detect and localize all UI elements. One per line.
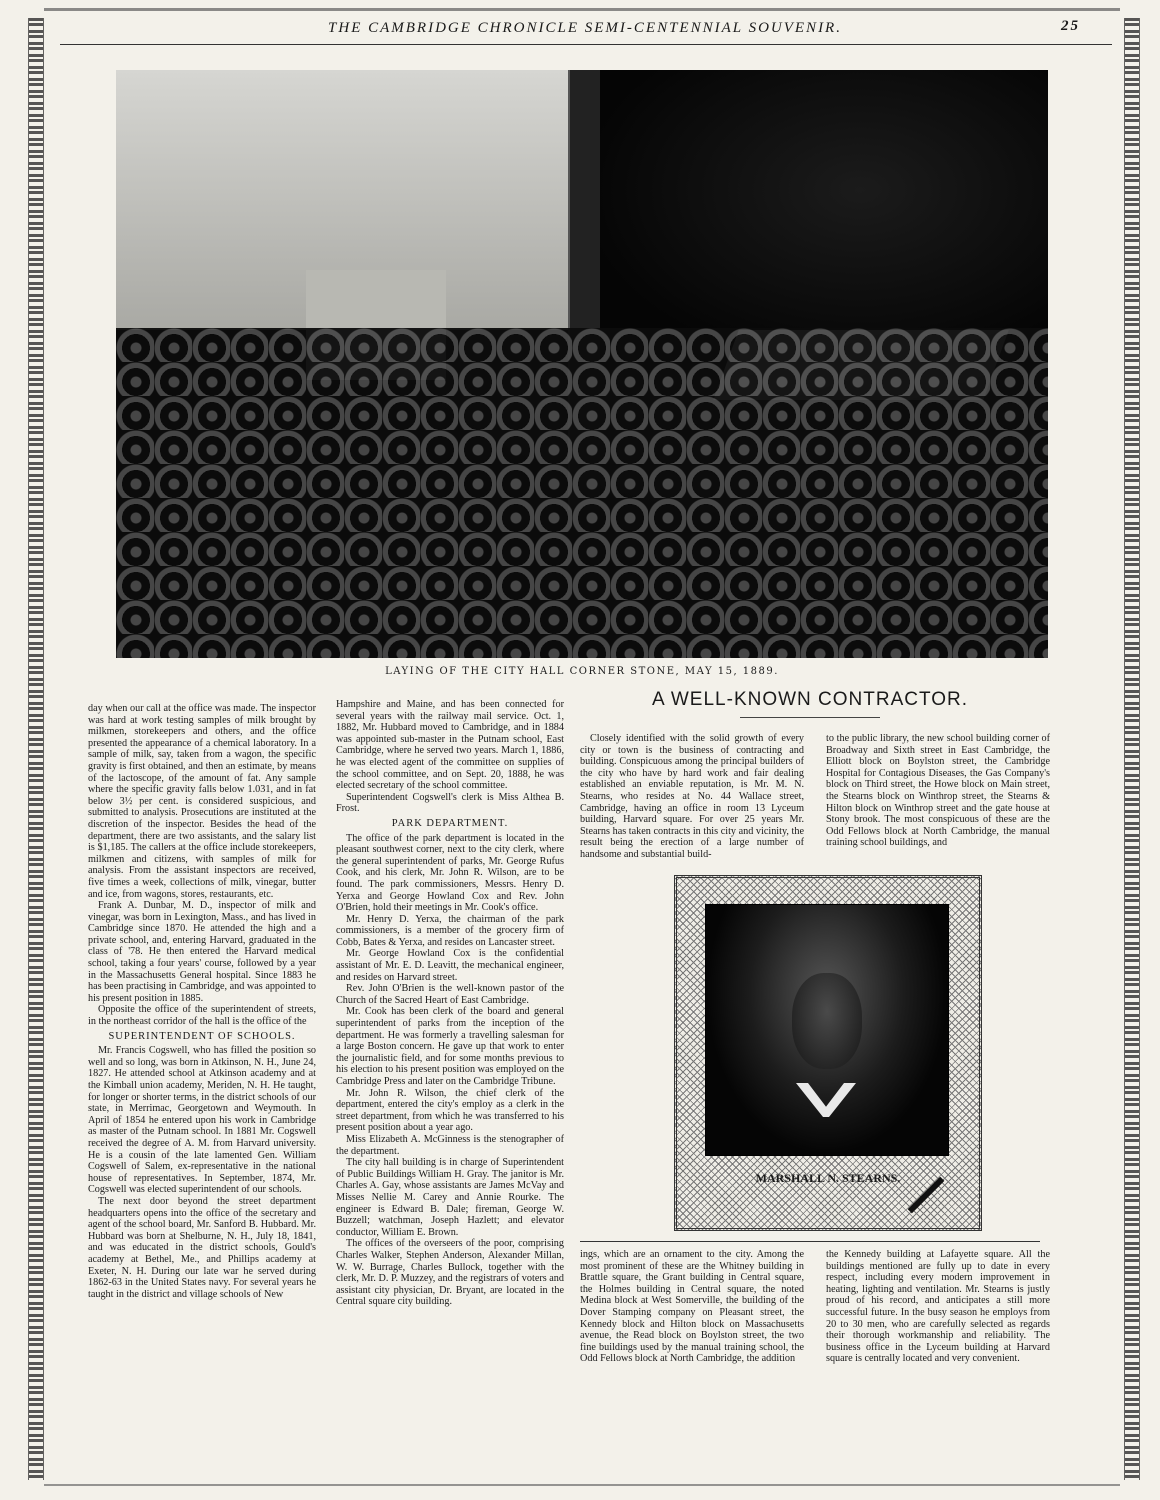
column-4-bottom bbox=[826, 1249, 1050, 1365]
col1-paragraph: Mr. Francis Cogswell, who has filled the position so well and so long, was born in Atkinson, N. H., June 24, 1827. He attended school at Atkinson academy and at the Kimball union academy, Meriden, N. H. He taught, for longer or shorter terms, in the district schools of our state, in Merrimac, Georgetown and Weymouth. In April of 1854 he entered upon his work in Cambridge as master of the Putnam school. In 1881 Mr. Cogswell received the degree of A. M. from Harvard university. He is a cousin of the late lamented Gen. William Cogswell of Salem, ex-representative in the national house of representatives. In September, 1874, Mr. Cogswell was elected superintendent of our schools. bbox=[88, 1045, 316, 1196]
col1-paragraph: Frank A. Dunbar, M. D., inspector of milk and vinegar, was born in Lexington, Mass., and has lived in Cambridge since 1870. He attended the high and a private school, and, entering Harvard, graduated in the class of '78. He then entered the Harvard medical school, taking a four years' course, followed by a year in the Massachusetts General hospital. Since 1883 he has been practising in Cambridge, and was appointed to his present position in 1885. bbox=[88, 900, 316, 1004]
article-paragraph: ings, which are an ornament to the city. Among the most prominent of these are the Whitney building in Brattle square, the Grant building in Central square, the Holmes building in Central square, the noted Medina block at West Somerville, the building of the Dover Stamping company on Pleasant street, the Kennedy block and Hilton block on Massachusetts avenue, the Read block on Boylston street, the two fine buildings used by the manual training school, the Odd Fellows block at North Cambridge, the addition bbox=[580, 1249, 804, 1365]
col2-paragraph: Hampshire and Maine, and has been connected for several years with the railway mail service. Oct. 1, 1882, Mr. Hubbard moved to Cambridge, and in 1884 was appointed sub-master in the Putnam school, East Cambridge, where he served two years. March 1, 1886, he was elected agent of the committee on supplies of the school committee, and on Sept. 20, 1888, he was elected secretary of the school committee. bbox=[336, 699, 564, 792]
photo-trees bbox=[578, 70, 1048, 370]
col2-paragraph: The city hall building is in charge of Superintendent of Public Buildings William H. Gray. The janitor is Mr. Charles A. Gay, whose assistants are James McVay and Misses Nellie M. Carey and Annie Rourke. The engineer is Edward B. Dale; fireman, George W. Buzzell; watchman, Joseph Hazlett; and elevator conductor, William E. Brown. bbox=[336, 1157, 564, 1238]
portrait-frame bbox=[674, 875, 982, 1231]
col2-paragraph: The office of the park department is located in the pleasant southwest corner, next to the city clerk, where the general superintendent of parks, Mr. George Rufus Cook, and his clerk, Mr. John R. Wilson, are to be found. The park commissioners, Messrs. Henry D. Yerxa and George Howland Cox and Rev. John O'Brien, hold their meetings in Mr. Cook's office. bbox=[336, 832, 564, 914]
title-rule bbox=[740, 717, 880, 718]
column-4-top bbox=[826, 733, 1050, 849]
col2-paragraph: Mr. Cook has been clerk of the board and general superintendent of parks from the inception of the department. He was formerly a travelling salesman for a large Boston concern. He gave up that work to enter the journalistic field, and for some months previous to his election to his present position was employed on the Cambridge Press and later on the Cambridge Tribune. bbox=[336, 1006, 564, 1087]
column-1 bbox=[88, 703, 316, 1300]
portrait-caption: MARSHALL N. STEARNS. bbox=[755, 1171, 901, 1185]
photo-crowd bbox=[116, 328, 1048, 658]
col2-paragraph: Superintendent Cogswell's clerk is Miss Althea B. Frost. bbox=[336, 791, 564, 815]
col1-paragraph: day when our call at the office was made. The inspector was hard at work testing samples of milk brought by milkmen, storekeepers and others, and the office presented the appearance of a chemical laboratory. In a sample of milk, say, taken from a wagon, the specific gravity is first obtained, and then an estimate, by means of the lactoscope, of the amount of fat. Any sample where the specific gravity falls below 1.031, and in fat below 3½ per cent. is considered suspicious, and submitted to analysis. Prosecutions are instituted at the discretion of the inspector. Besides the head of the department, there are two assistants, and the salary list is $1,185. The callers at the office include storekeepers, milkmen and citizens, with samples of milk for analysis. From the assistant inspectors are received, five times a week, collections of milk, vinegar, butter and ice, from wagons, stores, restaurants, etc. bbox=[88, 703, 316, 900]
left-ornamental-border bbox=[28, 18, 44, 1480]
article-paragraph: to the public library, the new school building corner of Broadway and Sixth street in East Cambridge, the Elliott block on Boylston street, the Cambridge Hospital for Contagious Diseases, the Gas Company's block on Third street, the Howe block on Main street, the Stearns block on Winthrop street, the Stearns & Hilton block on Winthrop street and the gate house at Stony brook. The most conspicuous of these are the Odd Fellows block at North Cambridge, the manual training school buildings, and bbox=[826, 733, 1050, 849]
col2-paragraph: Rev. John O'Brien is the well-known pastor of the Church of the Sacred Heart of East Cambridge. bbox=[336, 983, 564, 1006]
column-3-bottom bbox=[580, 1249, 804, 1365]
article-paragraph: Closely identified with the solid growth of every city or town is the business of contracting and building. Conspicuous among the principal builders of the city who have by hard work and fair dealing established an enviable reputation, is Mr. M. N. Stearns, who resides at No. 44 Wallace street, Cambridge, having an office in room 13 Lyceum building, Harvard square. For over 25 years Mr. Stearns has taken contracts in this city and vicinity, the result being the erection of a large number of handsome and substantial build- bbox=[580, 733, 804, 860]
col2-paragraph: Mr. Henry D. Yerxa, the chairman of the park commissioners, is a member of the grocery firm of Cobb, Bates & Yerxa, and resides on Lancaster street. bbox=[336, 913, 564, 948]
photo-caption: LAYING OF THE CITY HALL CORNER STONE, MAY 15, 1889. bbox=[385, 666, 779, 677]
portrait-image bbox=[705, 904, 949, 1156]
col1-paragraph: The next door beyond the street department headquarters opens into the office of the secretary and agent of the school board, Mr. Sanford B. Hubbard. Mr. Hubbard was born at Shelburne, N. H., July 18, 1841, and was educated in the district schools, Gould's academy at Bethel, Me., and Phillips academy at Exeter, N. H. During our late war he served during 1862-63 in the United States navy. For several years he taught in the district and village schools of New bbox=[88, 1195, 316, 1300]
portrait-face bbox=[792, 973, 862, 1069]
article-paragraph: the Kennedy building at Lafayette square. All the buildings mentioned are fully up to date in every respect, including every modern improvement in heating, lighting and ventilation. Mr. Stearns is justly proud of his record, and anticipates a still more successful future. In the busy season he employs from 20 to 30 men, who are carefully selected as regards their thorough workmanship and reliability. The business office in the Lyceum building at Harvard square is centrally located and very convenient. bbox=[826, 1249, 1050, 1365]
portrait-collar bbox=[796, 1083, 856, 1117]
col1-paragraph: Opposite the office of the superintendent of streets, in the northeast corridor of the hall is the office of the bbox=[88, 1004, 316, 1028]
running-title: THE CAMBRIDGE CHRONICLE SEMI-CENTENNIAL SOUVENIR. bbox=[328, 20, 842, 36]
column-2 bbox=[336, 699, 564, 1308]
bottom-border-rule bbox=[44, 1484, 1120, 1486]
column-divider bbox=[580, 1241, 1040, 1242]
page-header bbox=[90, 20, 1080, 44]
col2-paragraph: Miss Elizabeth A. McGinness is the stenographer of the department. bbox=[336, 1133, 564, 1157]
right-ornamental-border bbox=[1124, 18, 1140, 1480]
top-border-rule bbox=[44, 8, 1120, 11]
city-hall-corner-stone-photo bbox=[116, 70, 1048, 658]
page-number: 25 bbox=[1061, 18, 1080, 34]
article-title: A WELL-KNOWN CONTRACTOR. bbox=[651, 689, 969, 710]
col2-paragraph: The offices of the overseers of the poor, comprising Charles Walker, Stephen Anderson, Alexander Millan, W. W. Burrage, Charles Bullock, together with the clerk, Mr. D. P. Muzzey, and the registrars of voters and assistant city physician, Dr. Bryant, are located in the Central square city building. bbox=[336, 1238, 564, 1308]
col2-paragraph: Mr. George Howland Cox is the confidential assistant of Mr. E. D. Leavitt, the mechanical engineer, and resides on Harvard street. bbox=[336, 948, 564, 983]
section-heading-park-department: PARK DEPARTMENT. bbox=[391, 817, 509, 829]
section-heading-schools: SUPERINTENDENT OF SCHOOLS. bbox=[108, 1030, 296, 1042]
column-3-top bbox=[580, 733, 804, 861]
header-rule bbox=[60, 44, 1112, 45]
col2-paragraph: Mr. John R. Wilson, the chief clerk of the department, entered the city's employ as a clerk in the street department, from which he was transferred to his present position about a year ago. bbox=[336, 1087, 564, 1134]
